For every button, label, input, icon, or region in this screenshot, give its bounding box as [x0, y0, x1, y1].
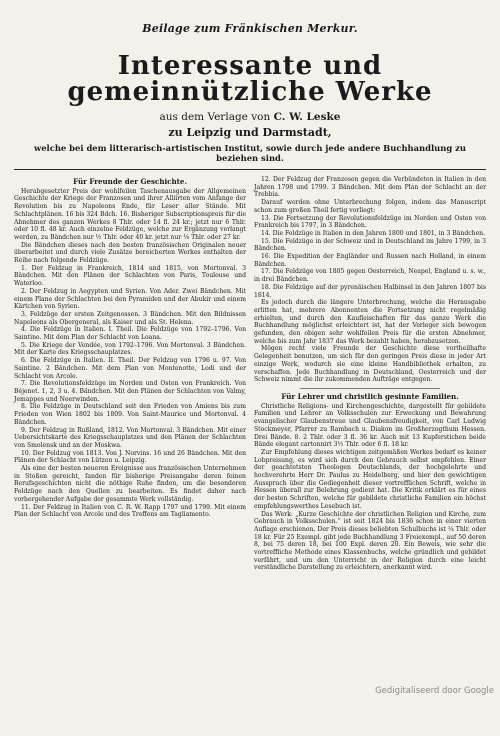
paragraph: 3. Feldzüge der ersten Zeitgenossen. 3 Bändchen. Mit den Bildnissen Napoleons als Obergeneral, als Kaiser und als St. Helena. — [14, 310, 246, 326]
paragraph: 14. Die Feldzüge in Italien in den Jahren 1800 und 1801, in 3 Bändchen. — [261, 229, 486, 237]
document-page — [14, 18, 486, 682]
left-paragraphs — [14, 188, 246, 519]
paragraph: 11. Der Feldzug in Italien von C. R. W. Rapp 1797 und 1799. Mit einem Plan der Schlacht von Arcole und des Treffens am Tagliamento. — [14, 503, 246, 519]
paragraph: Mögen recht viele Freunde der Geschichte diese vortheilhafte Gelegenheit benutzen, um sich für den geringen Preis diese in jeder Art einzige Werk, wodurch sie eine kleine Handbibliothek erhalten, zu verschaffen. Jede Buchhandlung in Deutschland, Oesterreich und der Schweiz nimmt die ihr zukommenden Aufträge entgegen. — [254, 345, 486, 384]
paragraph: Die Bändchen dieses nach den besten französischen Originalen neuer überarbeitet und durch viele Zusätze bereicherten Werkes enthalten der Reihe nach folgende Feldzüge. — [14, 241, 246, 265]
publisher-name: C. W. Leske — [273, 111, 341, 123]
paragraph: 1. Der Feldzug in Frankreich, 1814 und 1815, von Mortonval. 3 Bändchen. Mit den Plänen der Schlachten von Paris, Toulouse und Waterloo. — [14, 264, 246, 288]
two-column-body — [14, 176, 486, 736]
paragraph: 17. Die Feldzüge von 1805 gegen Oesterreich, Neapel, England u. s. w., in drei Bändchen. — [254, 268, 486, 284]
header-rule — [14, 169, 486, 170]
availability-note: welche bei dem litterarisch-artistischen Institut, sowie durch jede andere Buchhandlung zu beziehen sind. — [34, 143, 466, 163]
paragraph: Christliche Religions- und Kirchengeschichte, dargestellt für gebildete Familien und Lehrer an Volksschulen zur Erweckung und Bewahrung evangelischer Glaubenstreue und Glaubensfreudigkeit, von Carl Ludwig Stockmeyer, Pfarrer zu Rambach u. Diakon im Großherzogthum Hessen. Drei Bände. 8. 2 Thlr. oder 3 fl. 36 kr. Auch mit 13 Kupferstichen beide Bände elegant cartonnirt 3½ Thlr. oder 6 fl. 18 kr. — [254, 402, 486, 449]
paragraph: 18. Die Feldzüge auf der pyrenäischen Halbinsel in den Jahren 1807 bis 1814. — [254, 283, 486, 299]
paragraph: 10. Der Feldzug von 1813. Von J. Norvins. 16 und 26 Bändchen. Mit den Plänen der Schlacht von Lützen u. Leipzig. — [14, 449, 246, 465]
section-title-history: Für Freunde der Geschichte. — [73, 177, 187, 186]
paragraph: 4. Die Feldzüge in Italien. I. Theil. Die Feldzüge von 1792–1796. Von Saintine. Mit dem Plan der Schlacht von Loana. — [14, 326, 246, 342]
paragraph: Es jedoch durch die längere Unterbrechung, welche die Herausgabe erlitten hat, mehrere Abonnenten die Fortsetzung nicht regelmäßig erhielten, und durch den Kaufleischaften für das ganze Werk die Buchhandlung möglichst erleichtert ist, hat der Verleger sich bewogen gefunden, den obigen sehr wohlfeilen Preis für die ersten Abnehmer, welche bis zum Jahr 1837 das Werk bezahlt haben, herabzusetzen. — [254, 299, 486, 345]
publisher-place: zu Leipzig und Darmstadt, — [168, 126, 332, 139]
paragraph: 7. Die Revolutionsfeldzüge im Norden und Osten von Frankreich. Von Béjenet. 1, 2, 3 u. 4. Bändchen. Mit den Plänen der Schlachten von Valmy, Jemappes und Neerwinden. — [14, 380, 246, 403]
paragraph: 13. Die Fortsetzung der Revolutionsfeldzüge im Norden und Osten von Frankreich bis 1797, in 3 Bändchen. — [254, 214, 486, 230]
paragraph: Darauf werden ohne Unterbrechung folgen, indem das Manuscript schon zum großen Theil fertig vorliegt: — [254, 199, 486, 214]
paragraph: 12. Der Feldzug der Franzosen gegen die Verbündeten in Italien in den Jahren 1798 und 1799. 3 Bändchen. Mit dem Plan der Schlacht an der Trebbia. — [254, 176, 486, 199]
page-title: Interessante und gemeinnützliche Werke — [67, 51, 433, 107]
section-divider — [300, 388, 439, 389]
paragraph: Herabgesetzter Preis der wohlfeilen Taschenausgabe der Allgemeinen Geschichte der Kriege der Franzosen und ihrer Alliirten vom Anfange der Revolution bis zu Napoleons Ende, für Leser aller Stände. Mit Schlachtplänen. 16 bis 324 Bdch. 16. Bisheriger Subscriptionspreis für die Abnehmer des ganzen Werkes 8 Thlr. oder 14 fl. 24 kr.; jetzt nur 6 Thlr. oder 10 fl. 48 kr. Auch einzelne Feldzüge, welche zur Ergänzung verlangt werden, zu Bändchen nur ½ Thlr. oder 40 kr. jetzt nur ⅛ Thlr. oder 27 kr. — [14, 187, 246, 241]
paragraph: Als eine der besten neueren Ereignisse aus französischen Unternehmen in Stoßen gereicht, fanden für bisherige Preisangabe deren feinen Berufsgeschichten nicht die nöthige Ruhe finden, um die besonderen Feldzüge nach den Quellen zu bearbeiten. Es findet daher nach vorhergehender Aufgabe der gesammte Werk vollständig. — [14, 465, 246, 503]
paragraph: 9. Der Feldzug in Rußland, 1812. Von Mortonval. 3 Bändchen. Mit einer Uebersichtskarte des Kriegsschauplatzes und den Plänen der Schlachten von Smolensk und an der Moskwa. — [14, 426, 246, 449]
paragraph: 2. Der Feldzug in Aegypten und Syrien. Von Ader. Zwei Bändchen. Mit einem Plane der Schlachten bei den Pyramiden und der Abukir und einem Kärtchen von Syrien. — [14, 287, 246, 311]
paragraph: 8. Die Feldzüge in Deutschland seit den Frieden von Amiens bis zum Frieden von Wien 1802 bis 1809. Von Saint-Maurice und Mortonval. 4 Bändchen. — [14, 403, 246, 426]
right-paragraphs — [254, 176, 486, 384]
right-paragraphs-2 — [254, 403, 486, 572]
publisher-line — [14, 111, 486, 123]
google-watermark: Gedigitaliseerd door Google — [375, 686, 494, 696]
paragraph: 6. Die Feldzüge in Italien. II. Theil. Der Feldzug von 1796 u. 97. Von Saintine. 2 Bändchen. Mit dem Plan von Montenotte, Lodi und der Schlacht von Arcole. — [14, 357, 246, 380]
paragraph: 5. Die Kriege der Vendée, von 1792–1796. Von Mortonval. 3 Bändchen. Mit der Karte des Kriegsschauplatzes. — [14, 341, 246, 357]
paragraph: Das Werk: „Kurze Geschichte der christlichen Religion und Kirche, zum Gebrauch in Volksschulen.“ ist seit 1824 bis 1836 schon in einer vierten Auflage erschienen. Der Preis dieses beliebten Schulbuchs ist ¼ Thlr. oder 18 kr. Für 25 Exempl. gibt jede Buchhandlung 3 Freiexempl., auf 50 deren 8, bei 75 deren 18, bei 100 Expl. deren 20. Ein Beweis, wie sehr die vortreffliche Methode eines Klassenbuchs, welche gründlich und gebildet verfährt, und um den Unterricht in der Religion durch eine leicht verständliche Darstellung zu erleichtern, anerkannt wird. — [254, 510, 486, 572]
right-column — [254, 176, 486, 736]
section-title-teachers: Für Lehrer und christlich gesinnte Familien. — [281, 391, 459, 401]
supplement-label: Beilage zum Fränkischen Merkur. — [142, 22, 358, 35]
paragraph: 16. Die Expedition der Engländer und Russen nach Holland, in einem Bändchen. — [254, 253, 486, 268]
publisher-prefix: aus dem Verlage von — [159, 111, 271, 123]
paragraph: Zur Empfehlung dieses wichtigen zeitgemäßen Werkes bedarf es keiner Lobpreisung, es wird sich durch den Gebrauch selbst empfehlen. Einer der geachtetsten Theologen Deutschlands, der hochgelehrte und hochverehrte Herr Dr. Paulus zu Heidelberg, und hier den gewichtigen Ausspruch über die Gediegenheit dieser vortrefflichen Schrift, welche in Hessen überall zur Belehrung gedient hat. Die Kritik erklärt es für eines der besten Schriften, welche für gebildete christliche Familien ein höchst empfehlungswerthes Lesebuch ist. — [254, 448, 486, 510]
paragraph: 15. Die Feldzüge in der Schweiz und in Deutschland im Jahre 1799, in 3 Bändchen. — [254, 237, 486, 253]
left-column — [14, 176, 246, 736]
